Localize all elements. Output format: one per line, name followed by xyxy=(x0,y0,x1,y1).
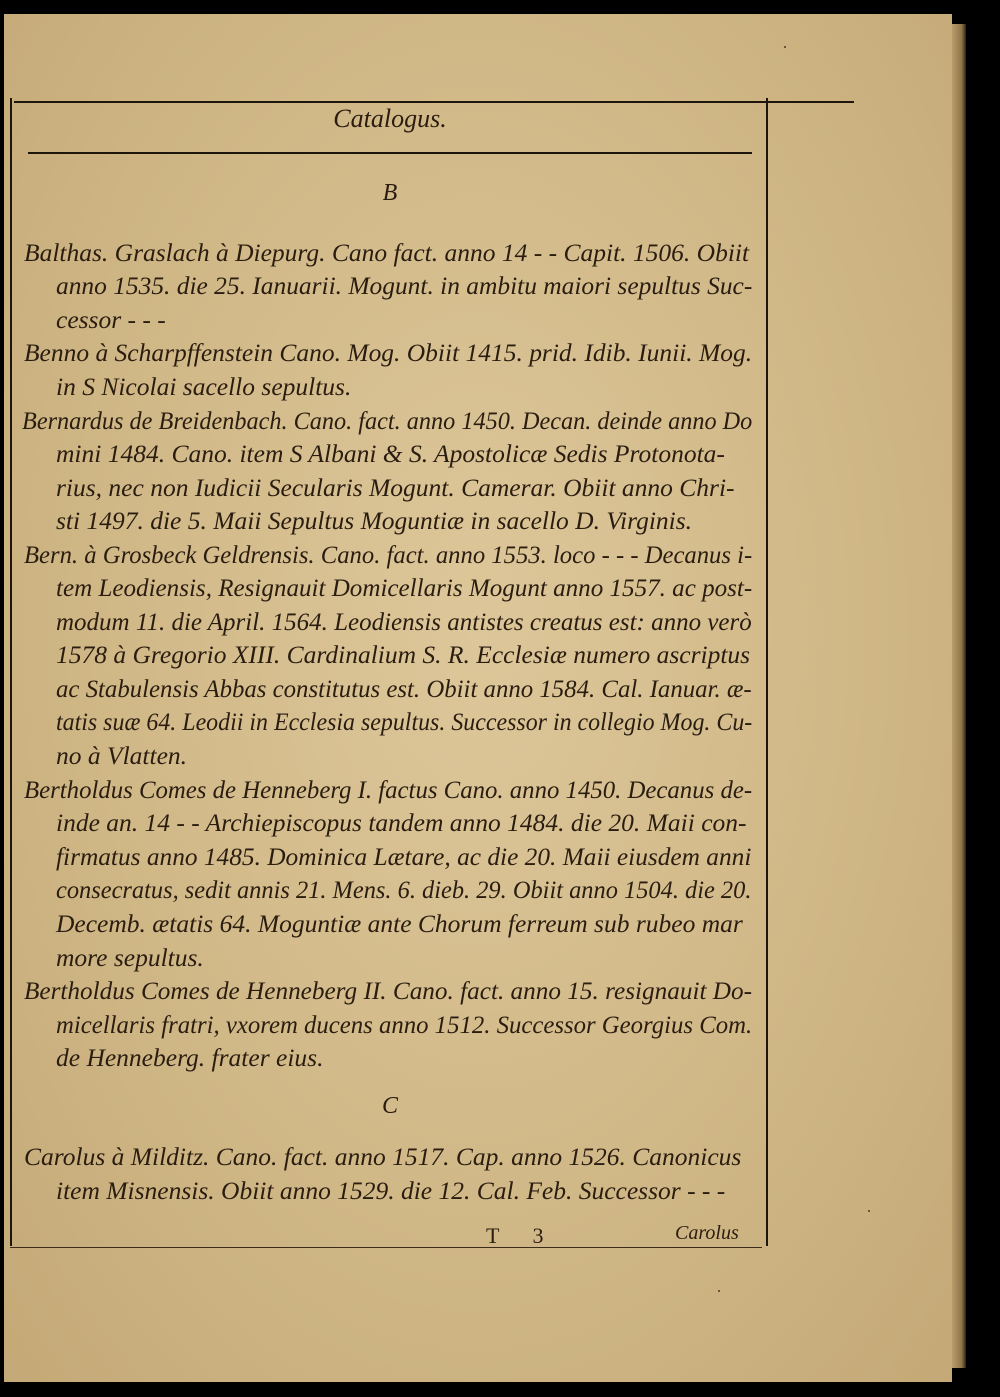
text-line: Benno à Scharpffenstein Cano. Mog. Obiit 1415. prid. Idib. Iunii. Mog. xyxy=(24,338,753,367)
text-line: cessor - - - xyxy=(56,305,166,334)
page-edge xyxy=(952,24,966,1368)
text-line: inde an. 14 - - Archiepiscopus tandem anno 1484. die 20. Maii con- xyxy=(56,808,747,837)
text-line: more sepultus. xyxy=(56,943,204,972)
signature-mark: T 3 xyxy=(486,1223,558,1248)
text-line: de Henneberg. frater eius. xyxy=(56,1043,324,1072)
text-line: micellaris fratri, vxorem ducens anno 1512. Successor Georgius Com. xyxy=(56,1010,753,1039)
paper-speck xyxy=(718,1290,720,1292)
text-line: Bertholdus Comes de Henneberg II. Cano. fact. anno 15. resignauit Do- xyxy=(24,976,753,1005)
paper-speck xyxy=(784,46,786,48)
section-letter-b: B xyxy=(382,180,398,206)
text-line: no à Vlatten. xyxy=(56,741,188,770)
text-line: Decemb. ætatis 64. Moguntiæ ante Chorum ferreum sub rubeo mar xyxy=(56,909,743,938)
text-line: tatis suæ 64. Leodii in Ecclesia sepultus. Successor in collegio Mog. Cu- xyxy=(56,707,753,736)
text-line: Carolus à Milditz. Cano. fact. anno 1517. Cap. anno 1526. Canonicus xyxy=(24,1142,742,1171)
text-line: consecratus, sedit annis 21. Mens. 6. dieb. 29. Obiit anno 1504. die 20. xyxy=(56,875,752,904)
text-line: modum 11. die April. 1564. Leodiensis antistes creatus est: anno verò xyxy=(56,607,752,636)
text-line: Bern. à Grosbeck Geldrensis. Cano. fact. anno 1553. loco - - - Decanus i- xyxy=(24,540,753,569)
text-line: rius, nec non Iudicii Secularis Mogunt. Camerar. Obiit anno Chri- xyxy=(56,473,735,502)
paper-speck xyxy=(868,1210,870,1212)
running-head: Catalogus. xyxy=(333,104,447,133)
section-letter-c: C xyxy=(381,1093,398,1119)
bottom-rule xyxy=(10,1247,762,1248)
text-line: ac Stabulensis Abbas constitutus est. Obiit anno 1584. Cal. Ianuar. æ- xyxy=(56,674,752,703)
text-line: Bernardus de Breidenbach. Cano. fact. anno 1450. Decan. deinde anno Do xyxy=(22,406,753,435)
text-line: 1578 à Gregorio XIII. Cardinalium S. R. Ecclesiæ numero ascriptus xyxy=(56,640,751,669)
text-line: firmatus anno 1485. Dominica Lætare, ac die 20. Maii eiusdem anni xyxy=(56,842,752,871)
text-line: in S Nicolai sacello sepultus. xyxy=(56,372,352,401)
catchword: Carolus xyxy=(675,1222,739,1244)
text-line: Bertholdus Comes de Henneberg I. factus Cano. anno 1450. Decanus de- xyxy=(24,775,753,804)
top-rule xyxy=(14,101,854,103)
header-rule xyxy=(28,152,752,154)
text-line: anno 1535. die 25. Ianuarii. Mogunt. in ambitu maiori sepultus Suc- xyxy=(56,271,753,300)
text-line: item Misnensis. Obiit anno 1529. die 12. Cal. Feb. Successor - - - xyxy=(56,1176,726,1205)
text-line: mini 1484. Cano. item S Albani & S. Apostolicæ Sedis Protonota- xyxy=(56,439,725,468)
text-line: tem Leodiensis, Resignauit Domicellaris Mogunt anno 1557. ac post- xyxy=(56,573,753,602)
text-line: sti 1497. die 5. Maii Sepultus Moguntiæ in sacello D. Virginis. xyxy=(56,506,693,535)
text-line: Balthas. Graslach à Diepurg. Cano fact. anno 14 - - Capit. 1506. Obiit xyxy=(24,238,750,267)
